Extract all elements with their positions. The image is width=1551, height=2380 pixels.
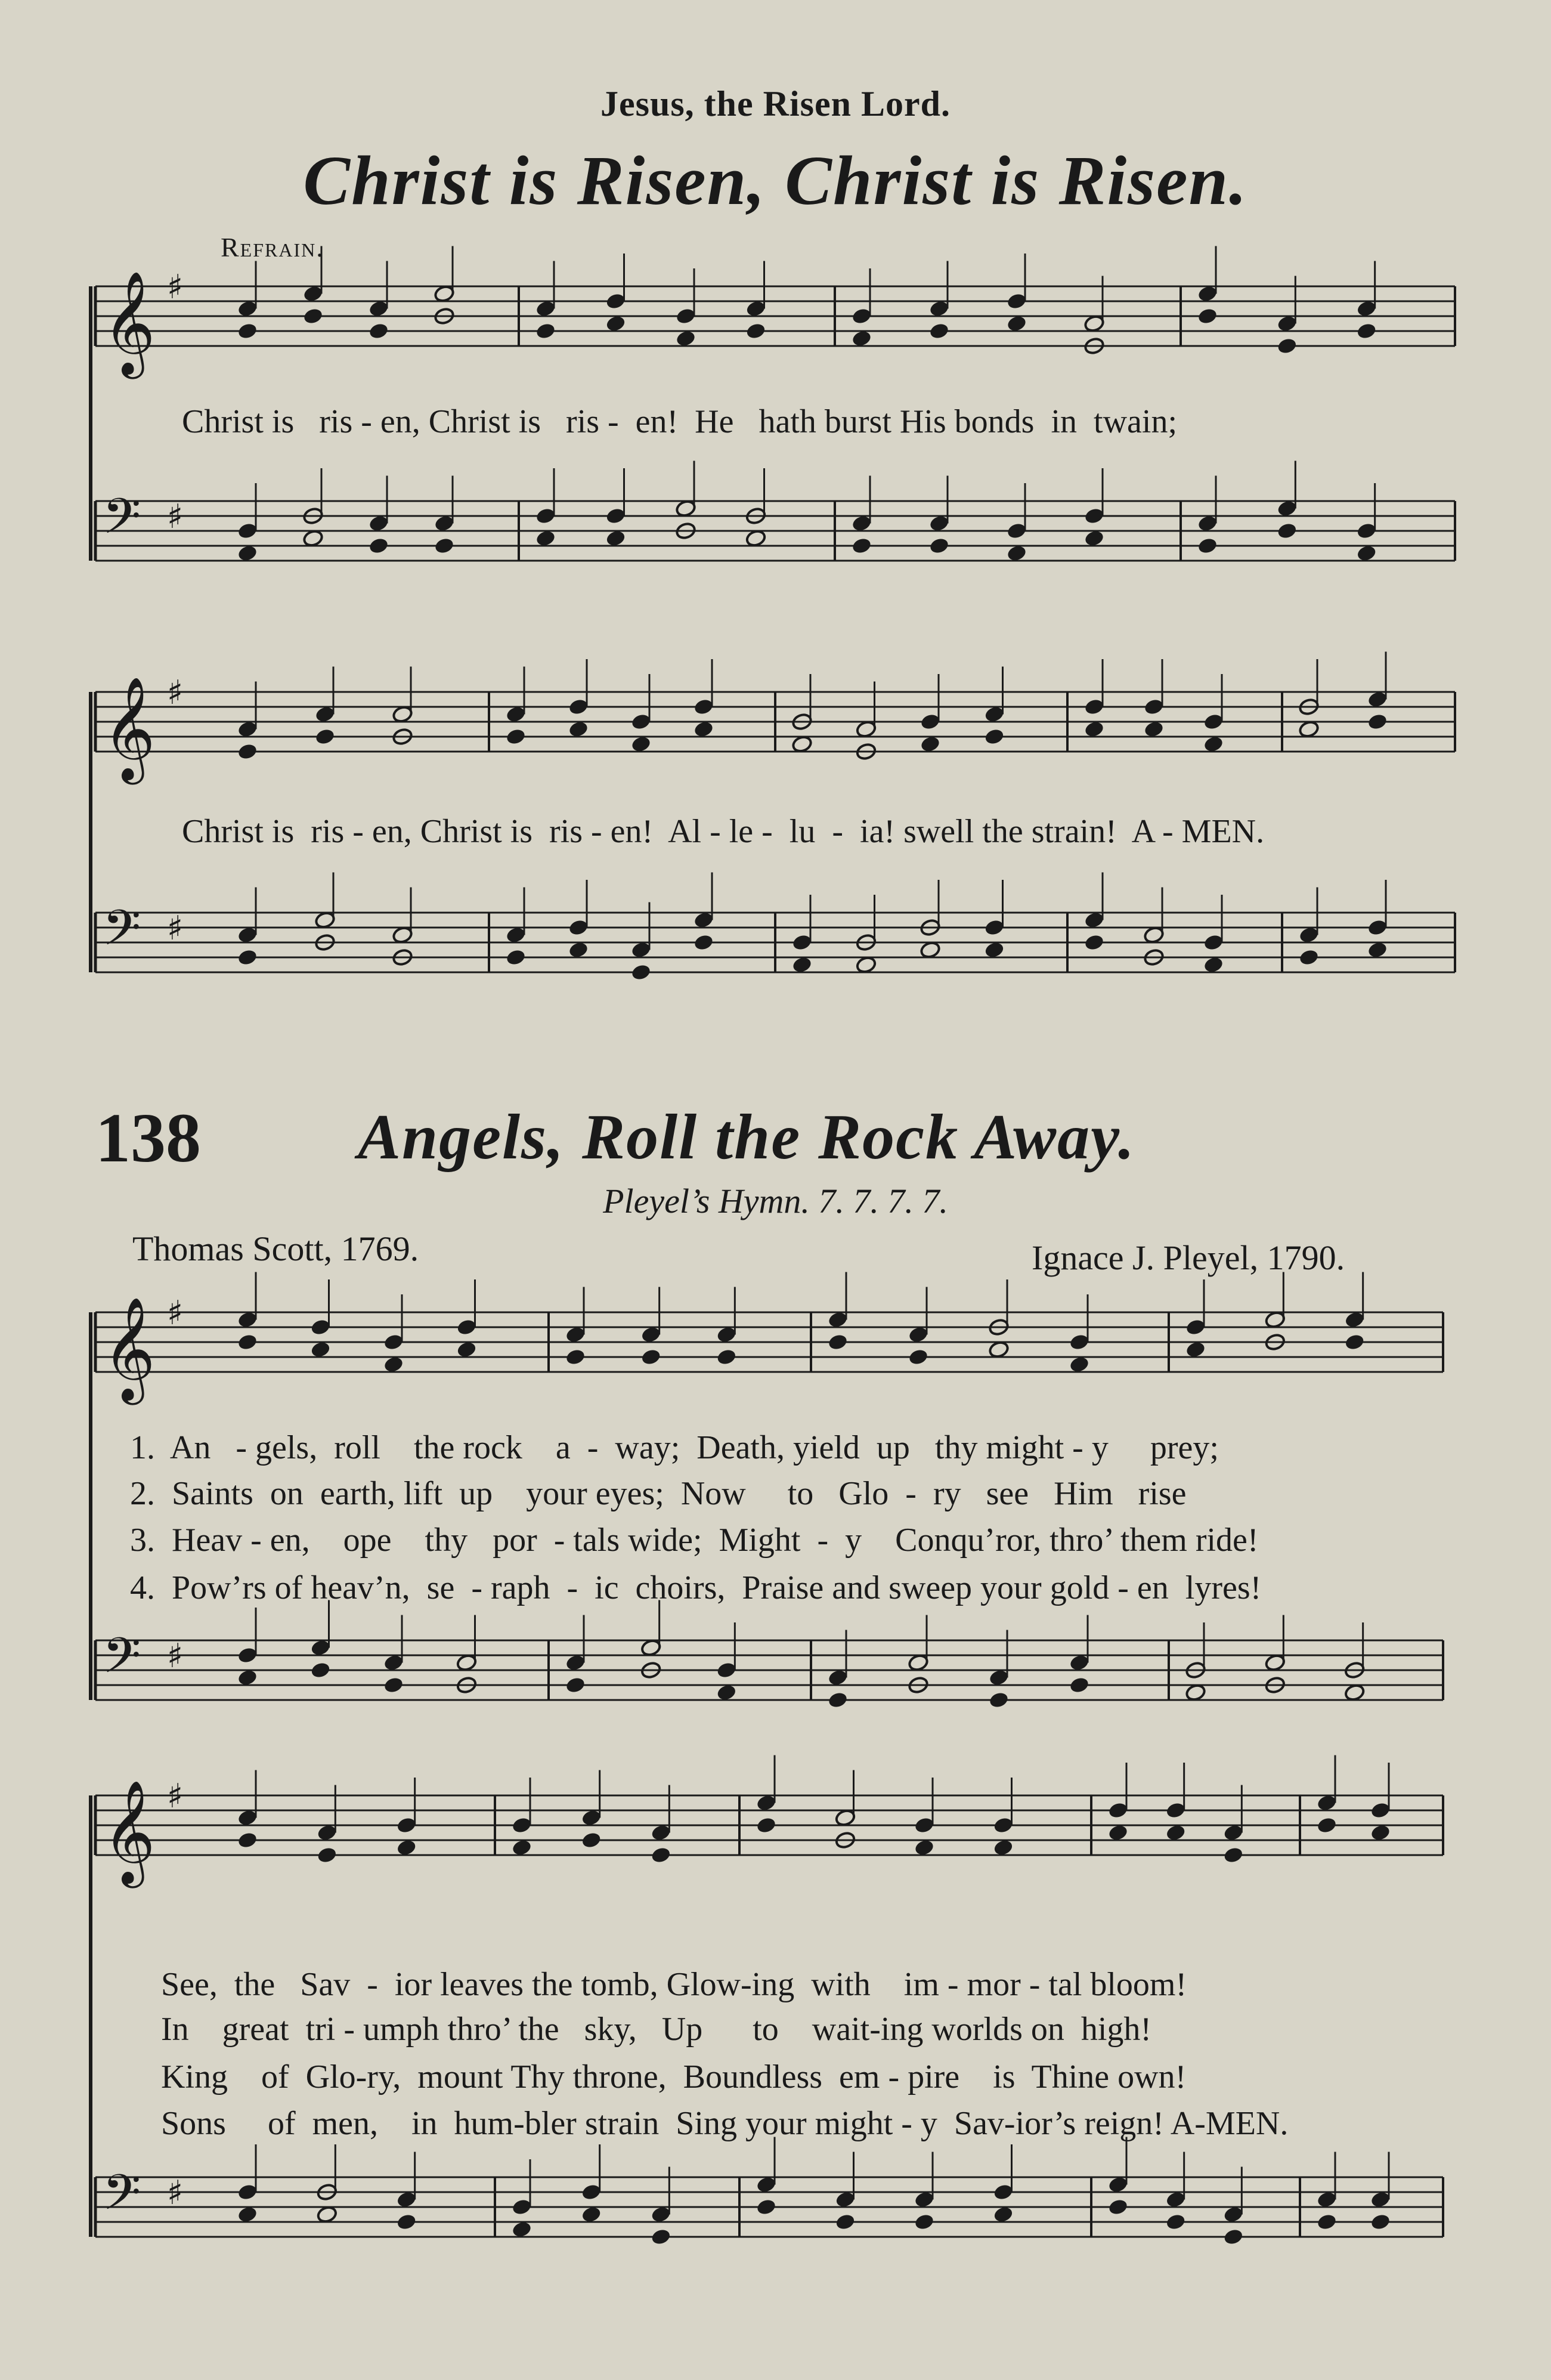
verse-2-second-half: In great tri - umph thro’ the sky, Up to wait-ing worlds on high!: [161, 2011, 1152, 2048]
svg-text:𝄞: 𝄞: [103, 271, 156, 375]
svg-text:𝄞: 𝄞: [103, 1780, 156, 1884]
svg-text:♯: ♯: [167, 1637, 184, 1676]
hymn-number: 138: [95, 1099, 201, 1177]
verse-3-first-half: 3. Heav - en, ope thy por - tals wide; Might - y Conqu’ror, thro’ them ride!: [130, 1522, 1259, 1559]
svg-text:𝄢: 𝄢: [103, 899, 141, 969]
svg-text:𝄢: 𝄢: [103, 1627, 141, 1696]
hymn2-title: Angels, Roll the Rock Away.: [358, 1102, 1136, 1173]
svg-text:♯: ♯: [167, 673, 184, 712]
svg-text:♯: ♯: [167, 2174, 184, 2212]
verse-1-first-half: 1. An - gels, roll the rock a - way; Death, yield up thy might - y prey;: [130, 1429, 1219, 1466]
hymn1-lyrics-line-2: Christ is ris - en, Christ is ris - en! Al - le - lu - ia! swell the strain! A - MEN.: [182, 813, 1265, 850]
svg-text:𝄞: 𝄞: [103, 1297, 156, 1401]
hymn1-lyrics-line-1: Christ is ris - en, Christ is ris - en! He hath burst His bonds in twain;: [182, 403, 1178, 440]
svg-text:𝄢: 𝄢: [103, 2163, 141, 2233]
verse-3-second-half: King of Glo-ry, mount Thy throne, Boundless em - pire is Thine own!: [161, 2058, 1187, 2095]
verse-4-first-half: 4. Pow’rs of heav’n, se - raph - ic choirs, Praise and sweep your gold - en lyres!: [130, 1569, 1262, 1606]
svg-text:♯: ♯: [167, 1294, 184, 1333]
verse-1-second-half: See, the Sav - ior leaves the tomb, Glow-ing with im - mor - tal bloom!: [161, 1966, 1187, 2003]
tune-name: Pleyel’s Hymn. 7. 7. 7. 7.: [603, 1182, 948, 1220]
composer-credit: Ignace J. Pleyel, 1790.: [1032, 1238, 1345, 1277]
hymn1-title: Christ is Risen, Christ is Risen.: [303, 141, 1248, 220]
refrain-label: Refrain.: [221, 232, 324, 262]
svg-text:♯: ♯: [167, 1777, 184, 1816]
verse-2-first-half: 2. Saints on earth, lift up your eyes; Now to Glo - ry see Him rise: [130, 1475, 1187, 1512]
svg-text:𝄞: 𝄞: [103, 676, 156, 780]
svg-text:♯: ♯: [167, 909, 184, 948]
author-credit: Thomas Scott, 1769.: [132, 1229, 419, 1268]
verse-4-second-half: Sons of men, in hum-bler strain Sing your might - y Sav-ior’s reign! A-MEN.: [161, 2105, 1289, 2142]
svg-text:♯: ♯: [167, 268, 184, 307]
section-heading: Jesus, the Risen Lord.: [600, 84, 951, 123]
svg-text:𝄢: 𝄢: [103, 487, 141, 557]
svg-text:♯: ♯: [167, 497, 184, 536]
